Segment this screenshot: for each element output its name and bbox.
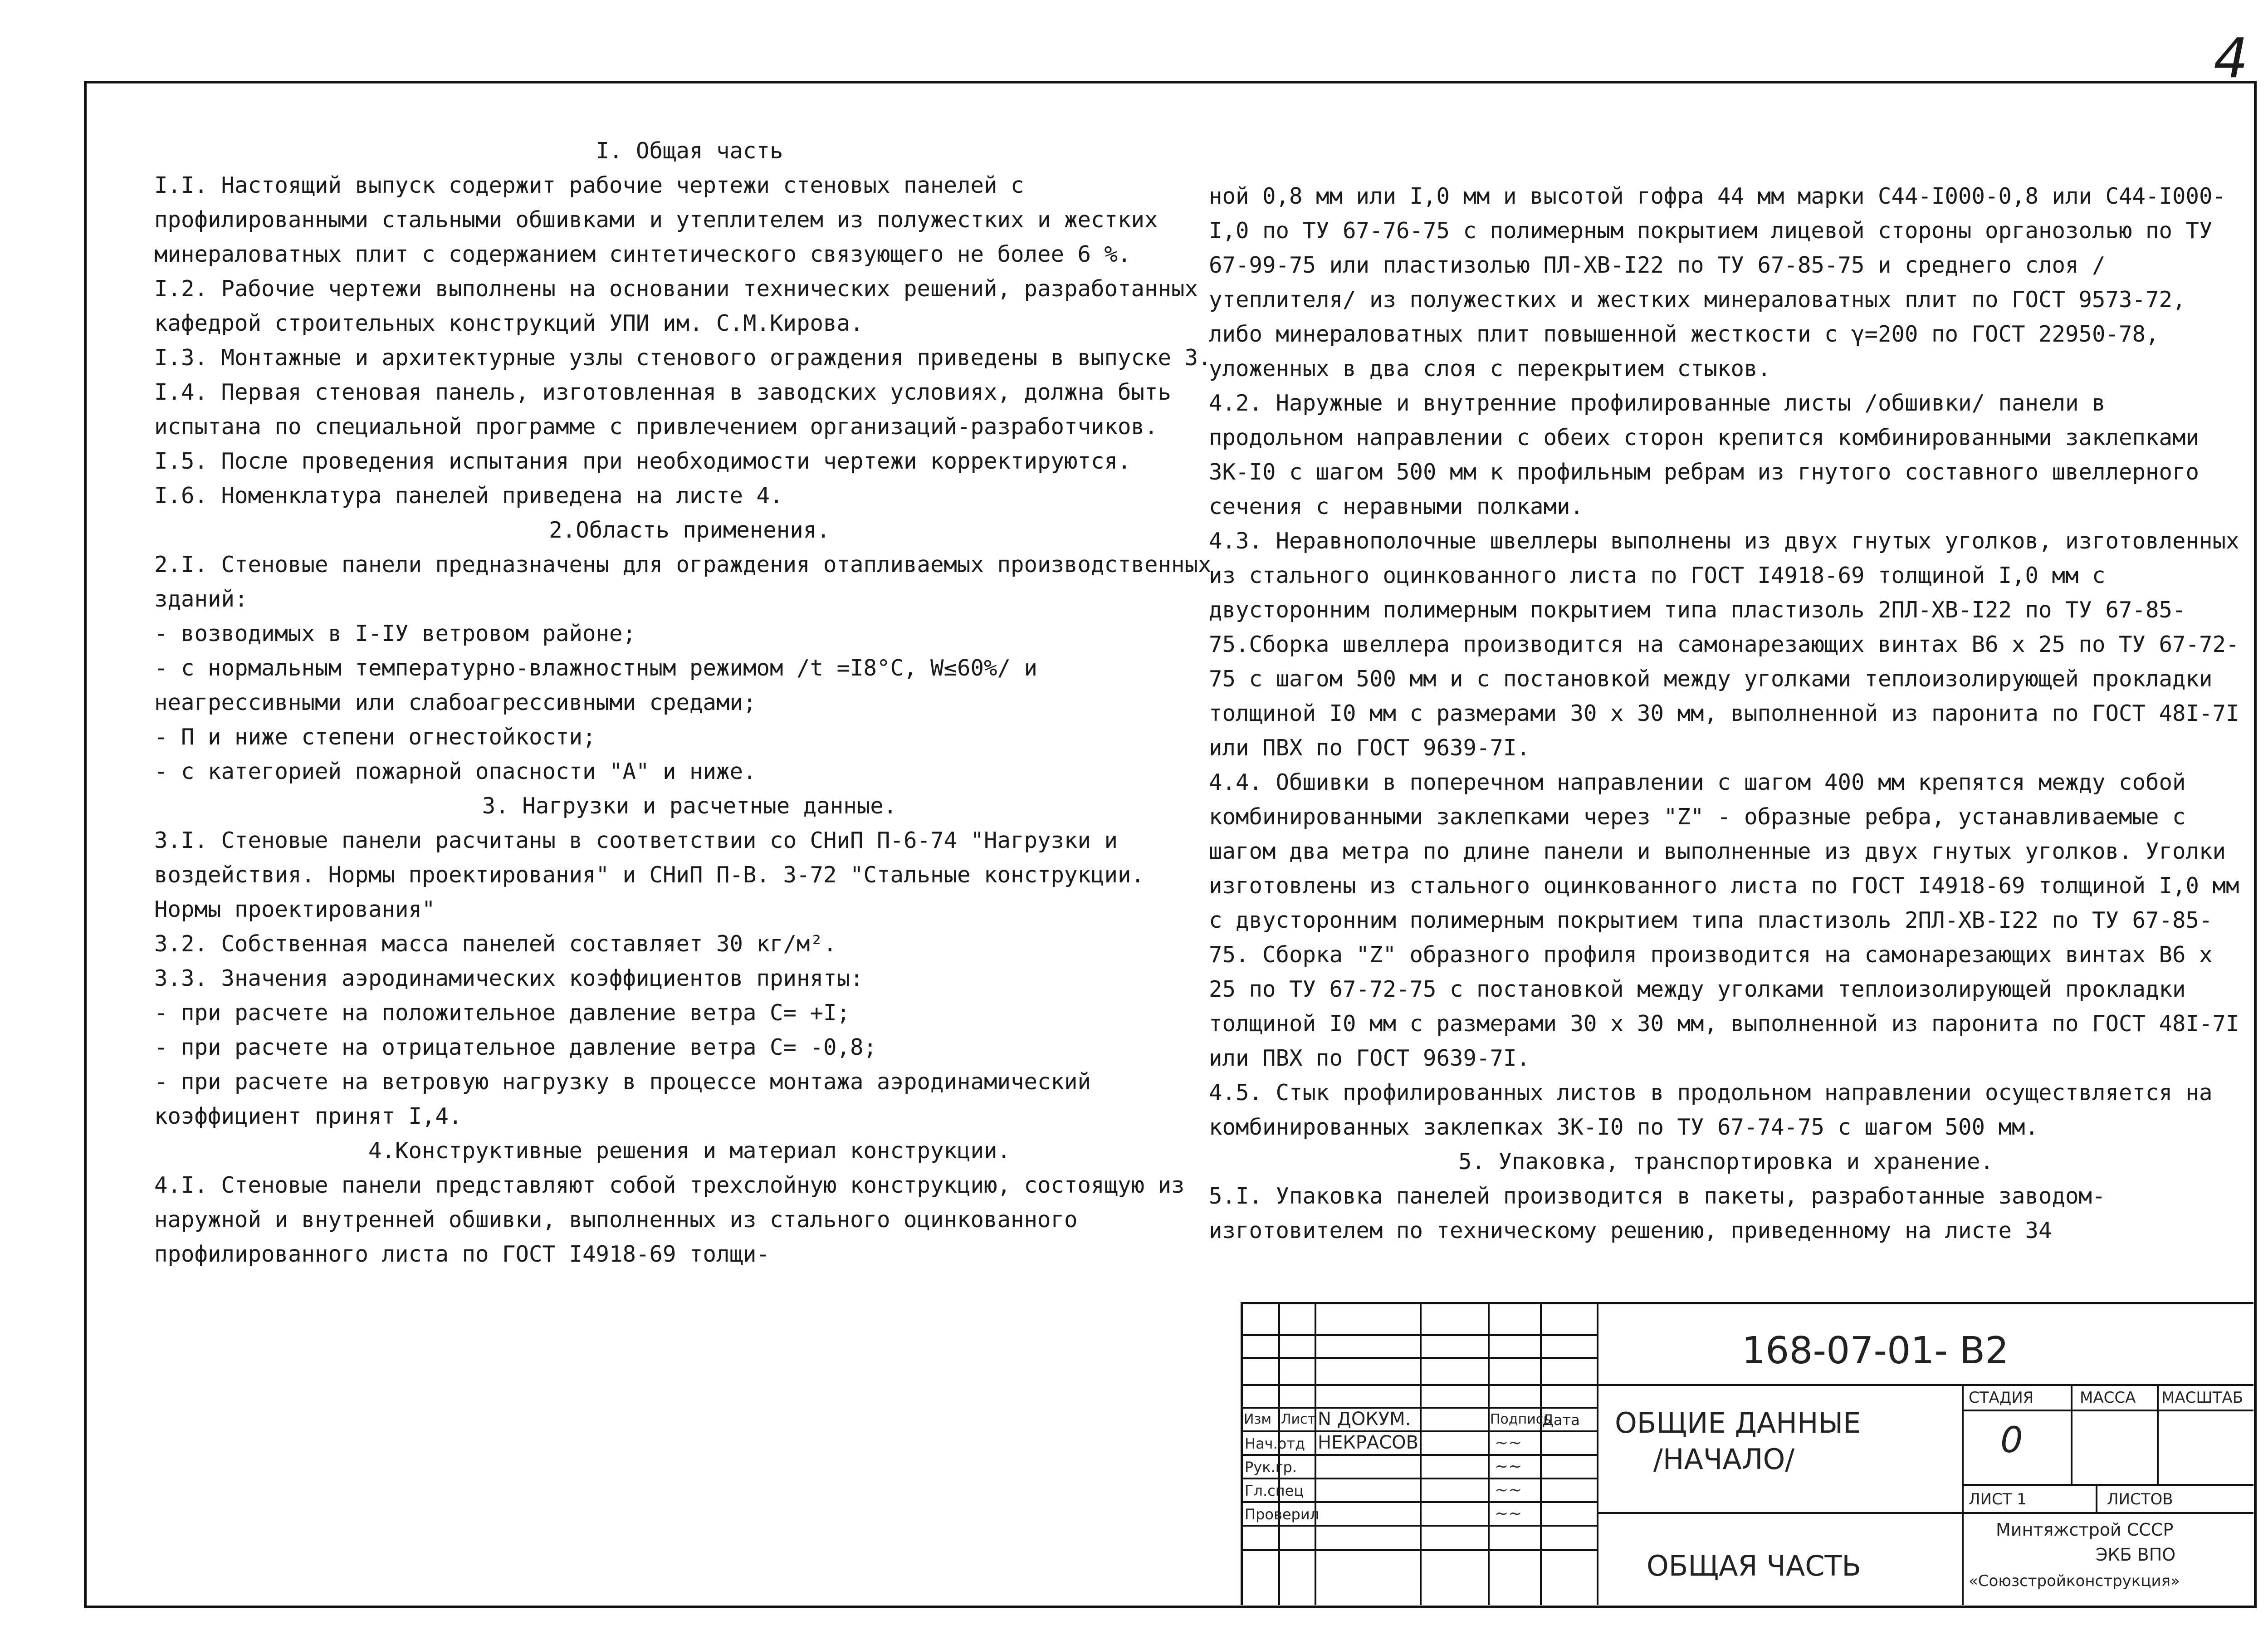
scale-header: МАСШТАБ	[2161, 1389, 2244, 1407]
paragraph: - с нормальным температурно-влажностным режимом /t =I8°C, W≤60%/ и неагрессивными или слабоагрессивными средами;	[154, 655, 1038, 715]
paragraph: - при расчете на ветровую нагрузку в процессе монтажа аэродинамический коэффициент принят I,4.	[154, 1069, 1091, 1129]
sheet-label: ЛИСТ 1	[1969, 1490, 2027, 1508]
paragraph: 3.3. Значения аэродинамических коэффициентов приняты:	[154, 965, 864, 991]
paragraph: I.6. Номенклатура панелей приведена на листе 4.	[154, 483, 783, 509]
drawing-title-part: /НАЧАЛО/	[1653, 1443, 1795, 1476]
paragraph: I.2. Рабочие чертежи выполнены на основании технических решений, разработанных кафедрой строительных конструкций УПИ им. С.М.Кирова.	[154, 276, 1198, 336]
paragraph: I.I. Настоящий выпуск содержит рабочие чертежи стеновых панелей с профилированными стальными обшивками и утеплителем из полужестких и жестких минераловатных плит с содержанием синтетического связующего не более 6 %.	[154, 172, 1158, 267]
signature: ~~	[1495, 1504, 1522, 1523]
drawing-title: ОБЩИЕ ДАННЫЕ	[1615, 1406, 1861, 1439]
section-heading: 5. Упаковка, транспортировка и хранение.	[1458, 1149, 1994, 1175]
right-text-column	[1209, 179, 2243, 1248]
drawing-subtitle: ОБЩАЯ ЧАСТЬ	[1647, 1549, 1861, 1582]
paragraph: ной 0,8 мм или I,0 мм и высотой гофра 44 мм марки С44-I000-0,8 или С44-I000-I,0 по ТУ 67-76-75 с полимерным покрытием лицевой стороны органозолью по ТУ 67-99-75 или пластизолью ПЛ-ХВ-I22 по ТУ 67-85-75 и среднего слоя /утеплителя/ из полужестких и жестких минераловатных плит по ГОСТ 9573-72, либо минераловатных плит повышенной жесткости с γ=200 по ГОСТ 22950-78, уложенных в два слоя с перекрытием стыков.	[1209, 183, 2226, 382]
paragraph: 3.I. Стеновые панели расчитаны в соответствии со СНиП П-6-74 "Нагрузки и воздействия. Нормы проектирования" и СНиП П-В. 3-72 "Стальные конструкции. Нормы проектирования"	[154, 827, 1145, 922]
role-check: Проверил	[1245, 1506, 1320, 1523]
role-group: Рук.гр.	[1245, 1459, 1297, 1476]
paragraph: - возводимых в I-IУ ветровом районе;	[154, 621, 636, 646]
org-ministry: Минтяжстрой СССР	[1996, 1520, 2174, 1540]
paragraph: 4.I. Стеновые панели представляют собой трехслойную конструкцию, состоящую из наружной и внутренней обшивки, выполненных из стального оцинкованного профилированного листа по ГОСТ I4918-69 толщи-	[154, 1172, 1185, 1267]
col-date: Дата	[1542, 1411, 1580, 1429]
left-text-column	[154, 134, 1225, 1272]
col-sign: Подпись	[1490, 1411, 1551, 1427]
paragraph: I.5. После проведения испытания при необходимости чертежи корректируются.	[154, 448, 1131, 474]
col-list: Лист	[1281, 1411, 1316, 1427]
signature: ~~	[1495, 1481, 1522, 1499]
paragraph: 4.3. Неравнополочные швеллеры выполнены из двух гнутых уголков, изготовленных из стального оцинкованного листа по ГОСТ I4918-69 толщиной I,0 мм с двусторонним полимерным покрытием типа пластизоль 2ПЛ-ХВ-I22 по ТУ 67-85-75.Сборка швеллера производится на самонарезающих винтах В6 х 25 по ТУ 67-72-75 с шагом 500 мм и с постановкой между уголками теплоизолирующей прокладки толщиной I0 мм с размерами 30 х 30 мм, выполненной из паронита по ГОСТ 48I-7I или ПВХ по ГОСТ 9639-7I.	[1209, 528, 2239, 761]
paragraph: 4.4. Обшивки в поперечном направлении с шагом 400 мм крепятся между собой комбинированными заклепками через "Z" - образные ребра, устанавливаемые с шагом два метра по длине панели и выполненные из двух гнутых уголков. Уголки изготовлены из стального оцинкованного листа по ГОСТ I4918-69 толщиной I,0 мм с двусторонним полимерным покрытием типа пластизоль 2ПЛ-ХВ-I22 по ТУ 67-85-75. Сборка "Z" образного профиля производится на самонарезающих винтах В6 х 25 по ТУ 67-72-75 с постановкой между уголками теплоизолирующей прокладки толщиной I0 мм с размерами 30 х 30 мм, выполненной из паронита по ГОСТ 48I-7I или ПВХ по ГОСТ 9639-7I.	[1209, 769, 2239, 1071]
paragraph: - при расчете на отрицательное давление ветра С= -0,8;	[154, 1034, 877, 1060]
paragraph: I.3. Монтажные и архитектурные узлы стенового ограждения приведены в выпуске 3.	[154, 345, 1212, 371]
org-bureau: ЭКБ ВПО	[2096, 1545, 2176, 1565]
mass-header: МАССА	[2080, 1389, 2136, 1407]
signature: ~~	[1495, 1457, 1522, 1476]
stage-header: СТАДИЯ	[1969, 1389, 2034, 1407]
stage-value: 0	[2000, 1420, 2023, 1461]
section-heading: 4.Конструктивные решения и материал конструкции.	[368, 1138, 1011, 1164]
section-heading: 2.Область применения.	[549, 517, 830, 543]
paragraph: - П и ниже степени огнестойкости;	[154, 724, 596, 750]
paragraph: - с категорией пожарной опасности "А" и ниже.	[154, 759, 757, 784]
section-heading: I. Общая часть	[596, 138, 783, 164]
paragraph: I.4. Первая стеновая панель, изготовленная в заводских условиях, должна быть испытана по специальной программе с привлечением организаций-разработчиков.	[154, 379, 1172, 440]
col-izm: Изм	[1244, 1411, 1272, 1427]
role-chief: Гл.спец	[1245, 1482, 1304, 1499]
sheets-label: ЛИСТОВ	[2107, 1490, 2173, 1508]
signature: ~~	[1495, 1434, 1522, 1452]
section-heading: 3. Нагрузки и расчетные данные.	[482, 793, 897, 819]
role-head: Нач.отд	[1245, 1435, 1305, 1452]
paragraph: 5.I. Упаковка панелей производится в пакеты, разработанные заводом-изготовителем по техническому решению, приведенному на листе 34	[1209, 1183, 2106, 1244]
paragraph: 4.5. Стык профилированных листов в продольном направлении осуществляется на комбинированных заклепках ЗК-I0 по ТУ 67-74-75 с шагом 500 мм.	[1209, 1080, 2213, 1140]
paragraph: 4.2. Наружные и внутренние профилированные листы /обшивки/ панели в продольном направлении с обеих сторон крепится комбинированными заклепками ЗК-I0 с шагом 500 мм к профильным ребрам из гнутого составного швеллерного сечения с неравными полками.	[1209, 390, 2200, 519]
paragraph: 2.I. Стеновые панели предназначены для ограждения отапливаемых производственных зданий:	[154, 552, 1212, 612]
name-head: НЕКРАСОВ	[1318, 1432, 1419, 1453]
sheet-number: 4	[2214, 27, 2248, 90]
drawing-code: 168-07-01- В2	[1742, 1329, 2009, 1372]
col-doc: N ДОКУМ.	[1318, 1409, 1411, 1430]
paragraph: 3.2. Собственная масса панелей составляет 30 кг/м².	[154, 931, 837, 957]
org-company: «Союзстройконструкция»	[1969, 1572, 2180, 1590]
paragraph: - при расчете на положительное давление ветра С= +I;	[154, 1000, 850, 1026]
title-block	[1241, 1302, 2253, 1605]
